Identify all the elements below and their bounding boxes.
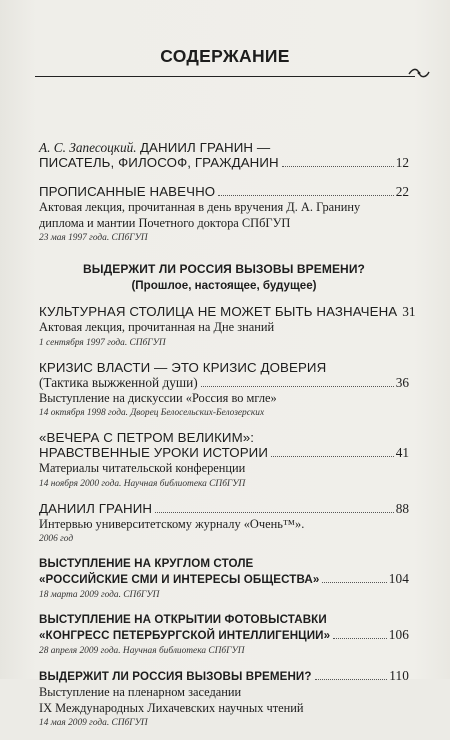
entry-meta: 28 апреля 2009 года. Научная библиотека СПбГУП [39,646,245,656]
toc-entry [39,184,409,244]
entry-title: «КОНГРЕСС ПЕТЕРБУРГСКОЙ ИНТЕЛЛИГЕНЦИИ» [39,629,331,642]
toc-entry [39,430,409,490]
page-header [0,38,450,78]
leader-dots [271,455,394,457]
page-number: 12 [395,155,409,170]
entry-title: «ВЕЧЕРА С ПЕТРОМ ВЕЛИКИМ»: [39,430,255,445]
leader-dots [315,678,388,680]
ornament-icon [408,66,430,80]
leader-dots [201,385,394,387]
entry-title: ДАНИИЛ ГРАНИН [39,500,153,516]
leader-dots [333,637,387,639]
entry-meta: 14 ноября 2000 года. Научная библиотека СПбГУП [39,478,246,489]
entry-description: Актовая лекция, прочитанная на Дне знаний [39,320,275,334]
entry-title: «РОССИЙСКИЕ СМИ И ИНТЕРЕСЫ ОБЩЕСТВА» [39,573,320,586]
entry-title: ДАНИИЛ ГРАНИН — [139,140,271,155]
entry-title: ВЫДЕРЖИТ ЛИ РОССИЯ ВЫЗОВЫ ВРЕМЕНИ? [39,670,312,683]
entry-description: Выступление на дискуссии «Россия во мгле» [39,390,277,405]
entry-description: Материалы читательской конференции [39,461,246,475]
entry-meta: 2006 год [39,534,74,544]
section-heading [39,262,409,292]
entry-meta: 18 марта 2009 года. СПбГУП [39,590,160,600]
page-number: 88 [395,500,409,516]
toc-entry [39,360,409,420]
entry-subtitle: (Тактика выжженной души) [39,374,198,390]
entry-meta: 14 мая 2009 года. СПбГУП [39,718,148,728]
entry-meta: 14 октября 1998 года. Дворец Белосельских-Белозерских [39,408,265,418]
entry-description: Актовая лекция, прочитанная в день вручения Д. А. Гранину [39,200,361,214]
leader-dots [155,511,394,513]
entry-title: КРИЗИС ВЛАСТИ — ЭТО КРИЗИС ДОВЕРИЯ [39,359,327,375]
page-number: 106 [388,627,409,642]
section-title: ВЫДЕРЖИТ ЛИ РОССИЯ ВЫЗОВЫ ВРЕМЕНИ? [83,262,365,276]
entry-description: IX Международных Лихачевских научных чтений [39,700,304,715]
page-number: 36 [395,374,409,390]
page-number: 41 [395,445,409,460]
entry-author: А. С. Запесоцкий. [39,140,137,155]
toc-entry [39,612,409,657]
entry-title: ВЫСТУПЛЕНИЕ НА КРУГЛОМ СТОЛЕ [39,557,254,570]
toc-entry [39,304,416,349]
entry-meta: 23 мая 1997 года. СПбГУП [39,233,148,243]
header-rule [35,76,415,77]
page-number: 104 [388,571,409,586]
table-of-contents [39,140,416,740]
leader-dots [218,194,393,196]
entry-description: Интервью университетскому журналу «Очень™». [39,516,305,531]
toc-entry [39,668,409,729]
page-number: 110 [389,668,409,683]
leader-dots [282,165,394,167]
page-title: СОДЕРЖАНИЕ [160,46,290,66]
leader-dots [322,581,386,583]
entry-description: Выступление на пленарном заседании [39,685,242,699]
entry-title: ПИСАТЕЛЬ, ФИЛОСОФ, ГРАЖДАНИН [39,155,279,170]
entry-description: диплома и мантии Почетного доктора СПбГУП [39,215,291,230]
entry-title: ПРОПИСАННЫЕ НАВЕЧНО [39,184,216,199]
entry-meta: 1 сентября 1997 года. СПбГУП [39,337,166,348]
toc-entry [39,501,409,546]
section-subtitle: (Прошлое, настоящее, будущее) [131,279,317,292]
toc-entry [39,556,409,601]
entry-title: ВЫСТУПЛЕНИЕ НА ОТКРЫТИИ ФОТОВЫСТАВКИ [39,613,327,626]
page-number: 31 [402,304,416,319]
page-number: 22 [395,184,409,199]
entry-title: КУЛЬТУРНАЯ СТОЛИЦА НЕ МОЖЕТ БЫТЬ НАЗНАЧЕНА [39,304,398,319]
toc-entry [39,140,409,170]
entry-title: НРАВСТВЕННЫЕ УРОКИ ИСТОРИИ [39,445,268,460]
